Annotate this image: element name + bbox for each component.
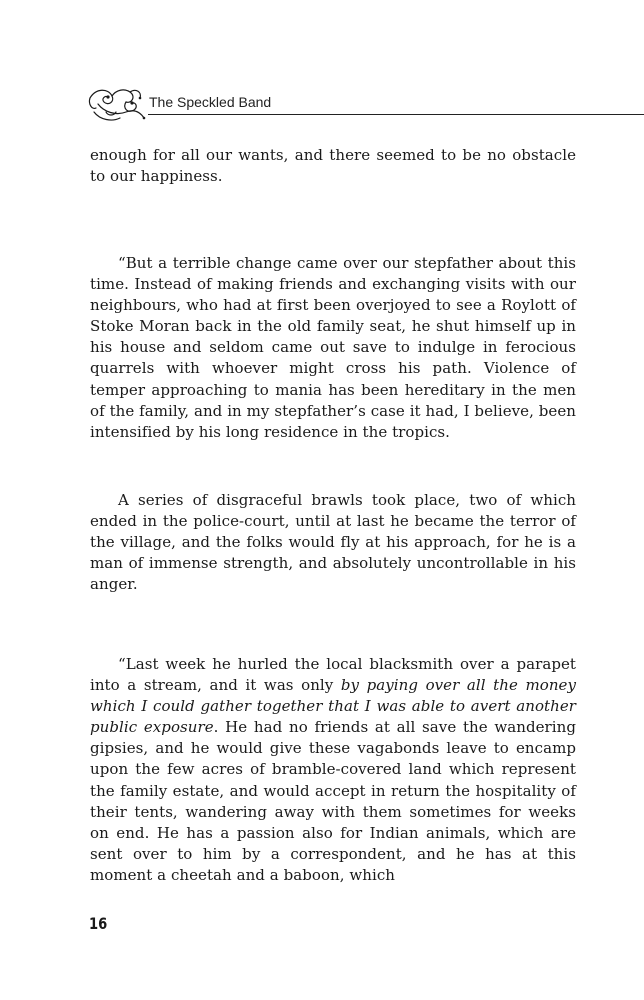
flourish-ornament-icon <box>86 82 148 126</box>
header-rule <box>148 114 644 115</box>
book-title: The Speckled Band <box>149 94 272 110</box>
running-header <box>86 82 644 126</box>
paragraph-1 <box>90 145 576 187</box>
paragraph-2 <box>90 253 576 443</box>
paragraph-4-part-b: . He had no friends at all save the wandering gipsies, and he would give these vagabonds leave to encamp upon the few acres of bramble-covered land which represent the family estate, and would accept in return the hospitality of their tents, wandering away with them sometimes for weeks on end. He has a passion also for Indian animals, which are sent over to him by a correspondent, and he has at this moment a cheetah and a baboon, which <box>90 718 576 884</box>
paragraph-4-part-a: “Last week he hurled the local blacksmith over a parapet into a stream, and it was only <box>90 655 576 695</box>
paragraph-1-text: enough for all our wants, and there seemed to be no obstacle to our happiness. <box>90 146 576 186</box>
paragraph-3-text: A series of disgraceful brawls took place, two of which ended in the police-court, until at last he became the terror of the village, and the folks would fly at his approach, for he is a man of immense strength, and absolutely uncontrollable in his anger. <box>90 491 576 594</box>
paragraph-2-text: “But a terrible change came over our stepfather about this time. Instead of making friends and exchanging visits with our neighbours, who had at first been overjoyed to see a Roylott of Stoke Moran back in the old family seat, he shut himself up in his house and seldom came out save to indulge in ferocious quarrels with whoever might cross his path. Violence of temper approaching to mania has been hereditary in the men of the family, and in my stepfather’s case it had, I believe, been intensified by his long residence in the tropics. <box>90 254 576 441</box>
paragraph-4-text <box>90 654 576 886</box>
page-number: 16 <box>89 914 108 933</box>
paragraph-4-italic: by paying over all the money which I could gather together that I was able to avert another public exposure <box>90 676 576 737</box>
paragraph-3 <box>90 490 576 595</box>
paragraph-4 <box>90 654 576 886</box>
